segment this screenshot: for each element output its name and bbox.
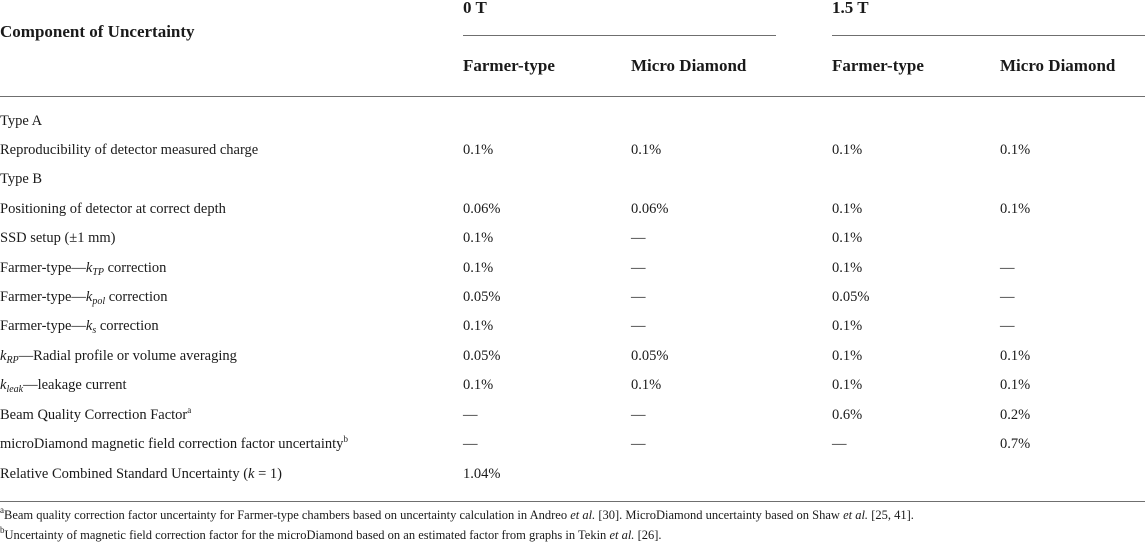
cell-farmer-0t: 0.05% xyxy=(463,289,501,305)
cell-farmer-15t: 0.1% xyxy=(832,377,863,393)
cell-diamond-15t: 0.2% xyxy=(1000,407,1031,423)
cell-farmer-0t: 0.1% xyxy=(463,260,494,276)
row-label: Farmer-$type—k_s$ correction xyxy=(0,318,159,336)
row-label: Relative Combined Standard Uncertainty (k = 1) xyxy=(0,466,282,482)
cell-farmer-15t: 0.1% xyxy=(832,142,863,158)
cell-diamond-15t: — xyxy=(1000,289,1015,305)
cell-farmer-0t: 1.04% xyxy=(463,466,501,482)
row-label: Beam Quality Correction Factor$^a$ xyxy=(0,405,192,423)
table-row-type-a xyxy=(0,107,1145,136)
cell-farmer-0t: 0.06% xyxy=(463,201,501,217)
row-label: Farmer-$type—k_{TP}$ correction xyxy=(0,260,167,278)
cell-diamond-0t: — xyxy=(631,318,646,334)
cell-diamond-0t: — xyxy=(631,289,646,305)
table-bottom-rule xyxy=(0,501,1145,502)
cell-diamond-0t: 0.1% xyxy=(631,142,662,158)
group-rule-15t xyxy=(832,35,1145,36)
header-group-0t: 0 T xyxy=(463,0,487,17)
table-row-kleak xyxy=(0,371,1145,400)
row-label: Type A xyxy=(0,113,43,129)
table-row-ktp xyxy=(0,254,1145,283)
cell-diamond-15t: 0.7% xyxy=(1000,436,1031,452)
cell-diamond-0t: 0.1% xyxy=(631,377,662,393)
cell-diamond-0t: — xyxy=(631,230,646,246)
cell-farmer-0t: — xyxy=(463,436,478,452)
cell-diamond-15t: 0.1% xyxy=(1000,377,1031,393)
row-label: Reproducibility of detector measured charge xyxy=(0,142,259,158)
footnote-ref-a: a xyxy=(187,405,192,415)
row-label: microDiamond magnetic field correction factor uncertainty$^b$ xyxy=(0,434,348,452)
table-row-kpol xyxy=(0,283,1145,312)
table-row-combined-uncertainty xyxy=(0,460,1145,489)
cell-diamond-15t: — xyxy=(1000,318,1015,334)
cell-farmer-15t: 0.1% xyxy=(832,348,863,364)
header-component-label: Component of Uncertainty xyxy=(0,22,195,41)
cell-farmer-0t: 0.1% xyxy=(463,142,494,158)
header-farmer-15t: Farmer-type xyxy=(832,56,924,75)
table-row-ks xyxy=(0,312,1145,341)
cell-diamond-15t: 0.1% xyxy=(1000,201,1031,217)
table-row-type-b xyxy=(0,165,1145,194)
cell-diamond-0t: 0.06% xyxy=(631,201,669,217)
cell-farmer-0t: 0.05% xyxy=(463,348,501,364)
cell-farmer-15t: 0.1% xyxy=(832,201,863,217)
cell-diamond-15t: — xyxy=(1000,260,1015,276)
header-group-15t: 1.5 T xyxy=(832,0,869,17)
header-diamond-0t: Micro Diamond xyxy=(631,56,747,75)
row-label: $k_{RP}—Radial$ profile or volume averaging xyxy=(0,348,237,366)
table-row-ssd-setup xyxy=(0,224,1145,253)
table-row-reproducibility xyxy=(0,136,1145,165)
table-row-beam-quality xyxy=(0,401,1145,430)
row-label: Type B xyxy=(0,171,43,187)
header-diamond-15t: Micro Diamond xyxy=(1000,56,1116,75)
cell-diamond-0t: — xyxy=(631,260,646,276)
header-bottom-rule xyxy=(0,96,1145,97)
row-label: Farmer-$type—k_{pol}$ correction xyxy=(0,289,168,307)
cell-diamond-0t: 0.05% xyxy=(631,348,669,364)
header-farmer-0t: Farmer-type xyxy=(463,56,555,75)
cell-farmer-0t: 0.1% xyxy=(463,377,494,393)
cell-diamond-15t: 0.1% xyxy=(1000,142,1031,158)
table-row-microdiamond-field xyxy=(0,430,1145,459)
cell-farmer-0t: 0.1% xyxy=(463,230,494,246)
footnote-b: $^b$Uncertainty of magnetic field correction factor for the microDiamond based on an estimated factor from graphs in Tekin et al. [26]. xyxy=(0,525,662,542)
group-rule-0t xyxy=(463,35,776,36)
row-label: SSD setup (±1 mm) xyxy=(0,230,116,246)
cell-diamond-15t: 0.1% xyxy=(1000,348,1031,364)
cell-farmer-15t: 0.1% xyxy=(832,230,863,246)
table-row-krp xyxy=(0,342,1145,371)
row-label: $k_{leak}—leakage$ current xyxy=(0,377,127,395)
cell-diamond-0t: — xyxy=(631,407,646,423)
table-row-positioning xyxy=(0,195,1145,224)
cell-farmer-15t: 0.6% xyxy=(832,407,863,423)
cell-farmer-15t: — xyxy=(832,436,847,452)
footnote-ref-b: b xyxy=(343,434,348,444)
footnote-a: $^a$Beam quality correction factor uncertainty for Farmer-type chambers based on uncertainty calculation in Andreo et al. [30]. MicroDiamond uncertainty based on Shaw et al. [25, 41]. xyxy=(0,505,914,522)
row-label: Positioning of detector at correct depth xyxy=(0,201,226,217)
cell-farmer-0t: — xyxy=(463,407,478,423)
cell-diamond-0t: — xyxy=(631,436,646,452)
cell-farmer-15t: 0.1% xyxy=(832,318,863,334)
cell-farmer-0t: 0.1% xyxy=(463,318,494,334)
cell-farmer-15t: 0.05% xyxy=(832,289,870,305)
cell-farmer-15t: 0.1% xyxy=(832,260,863,276)
